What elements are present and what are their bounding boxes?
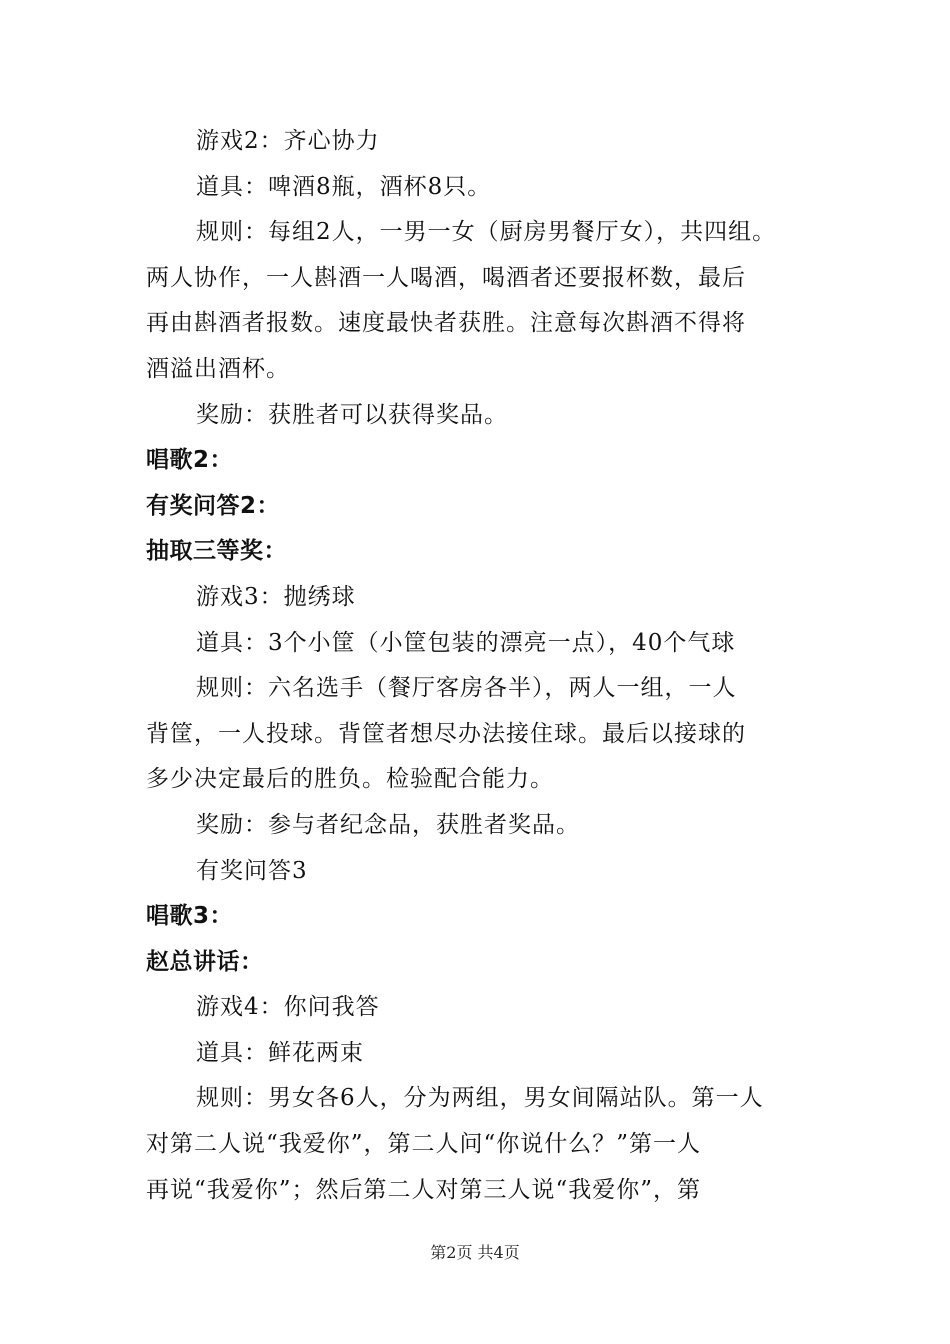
section-heading-third-prize-draw: 抽取三等奖：	[146, 538, 287, 565]
section-heading-quiz-2: 有奖问答2：	[146, 492, 281, 519]
section-heading-song-2: 唱歌2：	[146, 447, 234, 474]
game-3-rules-line-2: 背筐，一人投球。背筐者想尽办法接住球。最后以接球的	[146, 720, 746, 747]
game-3-rules-line-3: 多少决定最后的胜负。检验配合能力。	[146, 766, 554, 793]
document-body	[146, 119, 806, 1213]
section-heading-speech: 赵总讲话：	[146, 948, 264, 975]
game-2-rules-line-2: 两人协作，一人斟酒一人喝酒，喝酒者还要报杯数，最后	[146, 264, 746, 291]
page-number-footer: 第2页 共4页	[430, 1243, 520, 1262]
game-2-rules-line-1: 规则：每组2人，一男一女（厨房男餐厅女），共四组。	[196, 219, 777, 246]
game-2-rules-line-4: 酒溢出酒杯。	[146, 355, 290, 382]
game-2-rules-line-3: 再由斟酒者报数。速度最快者获胜。注意每次斟酒不得将	[146, 310, 746, 337]
game-2-props: 道具：啤酒8瓶，酒杯8只。	[196, 173, 492, 200]
game-3-reward: 奖励：参与者纪念品，获胜者奖品。	[196, 811, 580, 838]
game-4-rules-line-2: 对第二人说“我爱你”，第二人问“你说什么？”第一人	[146, 1131, 702, 1158]
game-4-rules-line-3: 再说“我爱你”；然后第二人对第三人说“我爱你”，第	[146, 1176, 702, 1203]
game-3-title: 游戏3：抛绣球	[196, 583, 356, 610]
game-4-rules-line-1: 规则：男女各6人，分为两组，男女间隔站队。第一人	[196, 1085, 764, 1112]
quiz-3-item: 有奖问答3	[196, 857, 308, 884]
game-4-props: 道具：鲜花两束	[196, 1039, 364, 1066]
game-3-props: 道具：3个小筐（小筐包装的漂亮一点），40个气球	[196, 629, 736, 656]
game-3-rules-line-1: 规则：六名选手（餐厅客房各半），两人一组，一人	[196, 675, 737, 702]
section-heading-song-3: 唱歌3：	[146, 903, 234, 930]
game-4-title: 游戏4：你问我答	[196, 994, 380, 1021]
game-2-title: 游戏2：齐心协力	[196, 128, 380, 154]
game-2-reward: 奖励：获胜者可以获得奖品。	[196, 401, 508, 428]
